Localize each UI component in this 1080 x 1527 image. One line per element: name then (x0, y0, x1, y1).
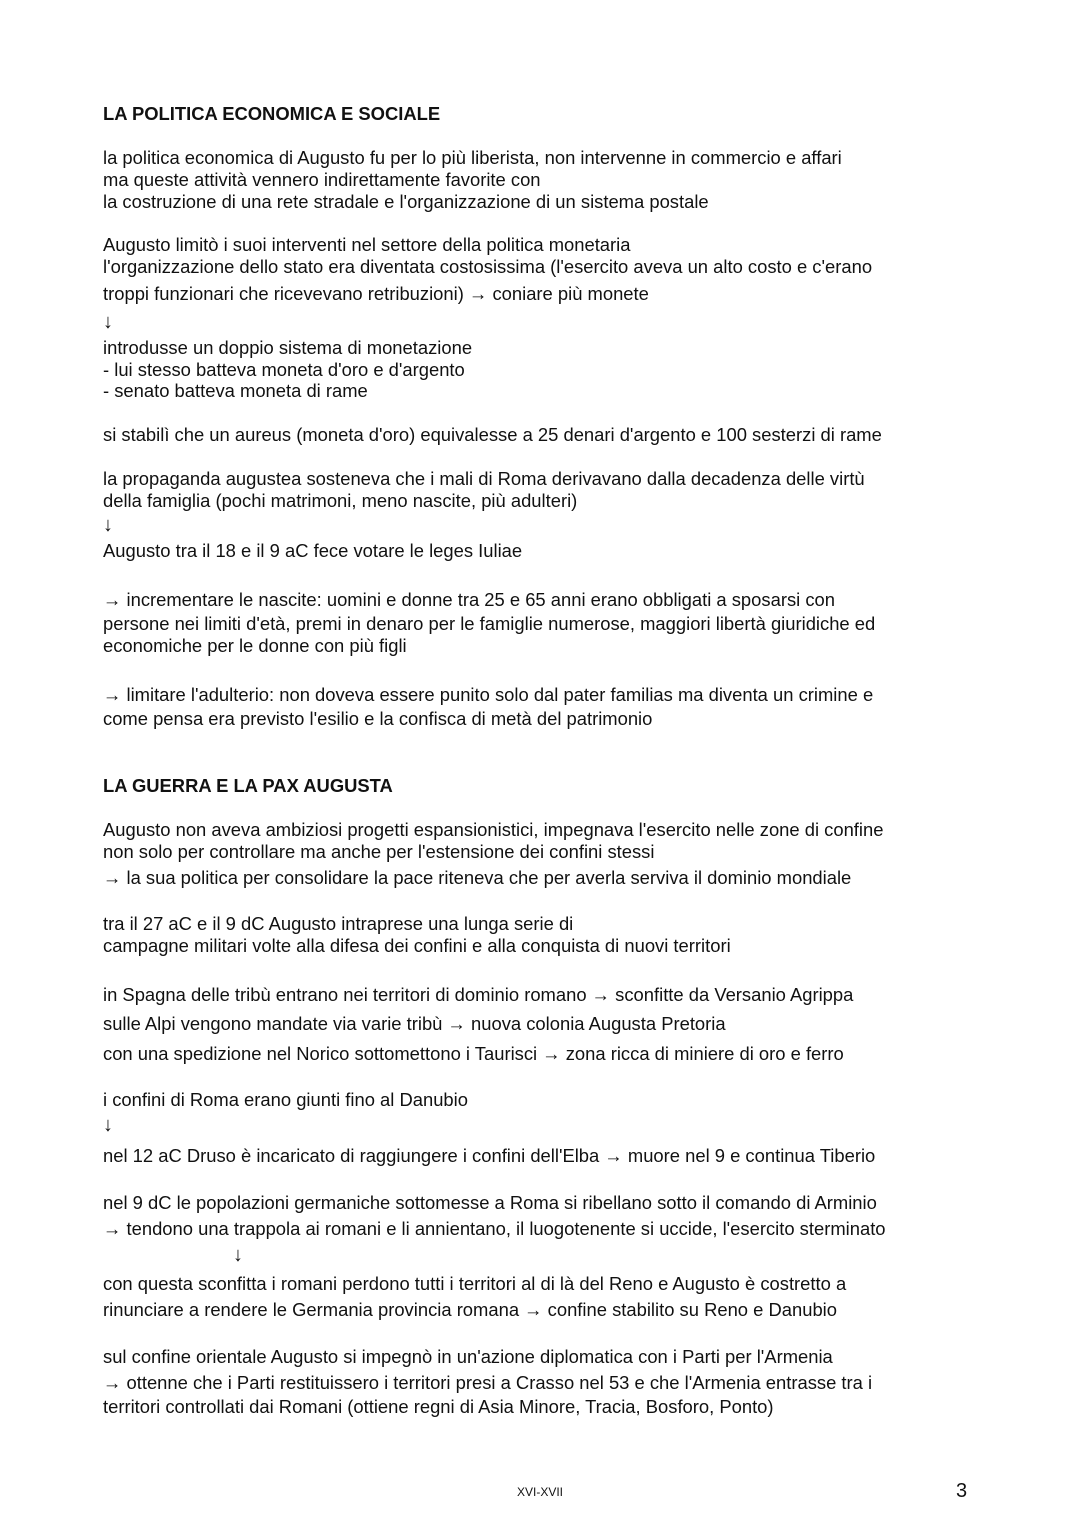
text-line: economiche per le donne con più figli (103, 635, 407, 656)
text-line: territori controllati dai Romani (ottiene regni di Asia Minore, Tracia, Bosforo, Ponto) (103, 1396, 774, 1417)
page-number: 3 (956, 1480, 968, 1502)
text-line: sul confine orientale Augusto si impegnò in un'azione diplomatica con i Parti per l'Armenia (103, 1346, 833, 1367)
text-line: come pensa era previsto l'esilio e la confisca di metà del patrimonio (103, 708, 653, 729)
text-line: i confini di Roma erano giunti fino al Danubio (103, 1089, 468, 1110)
text-line: con questa sconfitta i romani perdono tutti i territori al di là del Reno e Augusto è costretto a (103, 1273, 847, 1294)
text-line: nel 9 dC le popolazioni germaniche sottomesse a Roma si ribellano sotto il comando di Arminio (103, 1192, 877, 1213)
section-title-economia: LA POLITICA ECONOMICA E SOCIALE (103, 103, 441, 124)
chapter-range: XVI-XVII (516, 1485, 563, 1499)
section-title-guerra: LA GUERRA E LA PAX AUGUSTA (103, 775, 393, 796)
text-line: → ottenne che i Parti restituissero i territori presi a Crasso nel 53 e che l'Armenia entrasse tra i (103, 1372, 873, 1393)
text-line: introdusse un doppio sistema di monetazione (103, 337, 473, 358)
text-line: tra il 27 aC e il 9 dC Augusto intraprese una lunga serie di (103, 913, 574, 934)
text-line: → tendono una trappola ai romani e li annientano, il luogotenente si uccide, l'esercito sterminato (103, 1218, 886, 1239)
text-line: ma queste attività vennero indirettamente favorite con (103, 169, 541, 190)
text-line: persone nei limiti d'età, premi in denaro per le famiglie numerose, maggiori libertà giuridiche ed (103, 613, 876, 634)
down-arrow-icon: ↓ (103, 1114, 113, 1136)
text-line: in Spagna delle tribù entrano nei territori di dominio romano → sconfitte da Versanio Agrippa (103, 984, 854, 1005)
text-line: con una spedizione nel Norico sottomettono i Taurisci → zona ricca di miniere di oro e ferro (103, 1043, 844, 1064)
text-line: → limitare l'adulterio: non doveva essere punito solo dal pater familias ma diventa un crimine e (103, 684, 874, 705)
text-line: si stabilì che un aureus (moneta d'oro) equivalesse a 25 denari d'argento e 100 sesterzi di rame (103, 424, 882, 445)
text-line: → incrementare le nascite: uomini e donne tra 25 e 65 anni erano obbligati a sposarsi con (103, 589, 835, 610)
text-line: nel 12 aC Druso è incaricato di raggiungere i confini dell'Elba → muore nel 9 e continua Tiberio (103, 1145, 876, 1166)
text-line: la politica economica di Augusto fu per lo più liberista, non intervenne in commercio e affari (103, 147, 842, 168)
text-line: - senato batteva moneta di rame (103, 380, 368, 401)
text-line: l'organizzazione dello stato era diventata costosissima (l'esercito aveva un alto costo e c'erano (103, 256, 873, 277)
text-line: → la sua politica per consolidare la pace riteneva che per averla serviva il dominio mondiale (103, 867, 852, 888)
text-line: campagne militari volte alla difesa dei confini e alla conquista di nuovi territori (103, 935, 731, 956)
down-arrow-icon: ↓ (233, 1244, 243, 1266)
down-arrow-icon: ↓ (103, 514, 113, 536)
text-line: Augusto non aveva ambiziosi progetti espansionistici, impegnava l'esercito nelle zone di confine (103, 819, 884, 840)
text-line: della famiglia (pochi matrimoni, meno nascite, più adulteri) (103, 490, 578, 511)
down-arrow-icon: ↓ (103, 311, 113, 333)
text-line: rinunciare a rendere le Germania provincia romana → confine stabilito su Reno e Danubio (103, 1299, 837, 1320)
text-line: Augusto limitò i suoi interventi nel settore della politica monetaria (103, 234, 631, 255)
text-line: troppi funzionari che ricevevano retribuzioni) → coniare più monete (103, 283, 649, 304)
text-line: la costruzione di una rete stradale e l'organizzazione di un sistema postale (103, 191, 709, 212)
text-line: - lui stesso batteva moneta d'oro e d'argento (103, 359, 465, 380)
text-line: sulle Alpi vengono mandate via varie tribù → nuova colonia Augusta Pretoria (103, 1013, 726, 1034)
text-line: Augusto tra il 18 e il 9 aC fece votare le leges Iuliae (103, 540, 523, 561)
text-line: la propaganda augustea sosteneva che i mali di Roma derivavano dalla decadenza delle virtù (103, 468, 865, 489)
text-line: non solo per controllare ma anche per l'estensione dei confini stessi (103, 841, 655, 862)
